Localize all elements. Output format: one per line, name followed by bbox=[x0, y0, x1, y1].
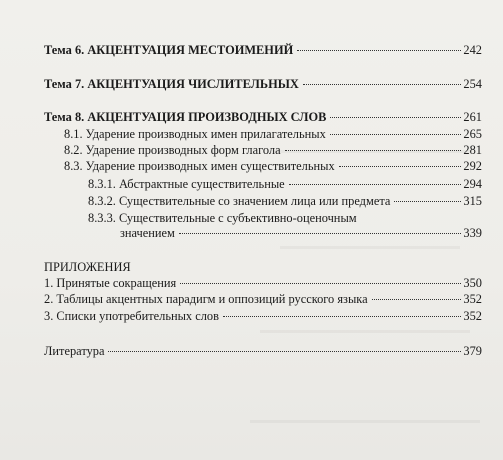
bleed-through-line bbox=[280, 246, 460, 249]
toc-leader-dots bbox=[297, 50, 461, 51]
toc-entry-title: 8.2. Ударение производных форм глагола bbox=[64, 143, 281, 157]
toc-entry-literature[interactable] bbox=[44, 344, 482, 359]
toc-entry-page: 339 bbox=[463, 226, 482, 240]
toc-entry-page: 292 bbox=[463, 159, 482, 173]
toc-entry-page: 254 bbox=[463, 77, 482, 91]
toc-leader-dots bbox=[179, 233, 462, 234]
toc-entry-8-3-1[interactable] bbox=[88, 177, 482, 192]
toc-entry-title: 8.3.2. Существительные со значением лица или предмета bbox=[88, 194, 391, 208]
toc-entry-topic8[interactable] bbox=[44, 110, 482, 125]
toc-entry-page: 315 bbox=[463, 194, 482, 208]
toc-entry-page: 352 bbox=[463, 292, 482, 306]
toc-entry-page: 261 bbox=[463, 110, 482, 124]
toc-entry-8-3-3-line1: 8.3.3. Существительные с субъективно-оценочным bbox=[88, 211, 357, 225]
toc-leader-dots bbox=[180, 283, 461, 284]
toc-entry-page: 294 bbox=[463, 177, 482, 191]
toc-entry-title: 3. Списки употребительных слов bbox=[44, 309, 219, 323]
toc-entry-topic7[interactable] bbox=[44, 77, 482, 92]
toc-entry-8-1[interactable] bbox=[64, 127, 482, 142]
toc-entry-8-3[interactable] bbox=[64, 159, 482, 174]
toc-entry-page: 352 bbox=[463, 309, 482, 323]
toc-entry-title: 2. Таблицы акцентных парадигм и оппозиций русского языка bbox=[44, 292, 368, 306]
toc-entry-appendix-2[interactable] bbox=[44, 292, 482, 307]
toc-entry-appendix-1[interactable] bbox=[44, 276, 482, 291]
toc-entry-title: 8.3.1. Абстрактные существительные bbox=[88, 177, 285, 191]
toc-entry-title: Тема 7. АКЦЕНТУАЦИЯ ЧИСЛИТЕЛЬНЫХ bbox=[44, 77, 299, 91]
toc-entry-title: значением bbox=[120, 226, 175, 240]
toc-leader-dots bbox=[372, 299, 462, 300]
toc-entry-title: Тема 8. АКЦЕНТУАЦИЯ ПРОИЗВОДНЫХ СЛОВ bbox=[44, 110, 327, 124]
toc-entry-title: 8.3. Ударение производных имен существительных bbox=[64, 159, 335, 173]
toc-leader-dots bbox=[330, 117, 461, 118]
toc-leader-dots bbox=[339, 166, 462, 167]
toc-entry-page: 379 bbox=[463, 344, 482, 358]
toc-entry-title: Литература bbox=[44, 344, 105, 358]
toc-leader-dots bbox=[330, 134, 462, 135]
toc-entry-title: 8.1. Ударение производных имен прилагательных bbox=[64, 127, 326, 141]
toc-leader-dots bbox=[285, 150, 462, 151]
toc-entry-title: Тема 6. АКЦЕНТУАЦИЯ МЕСТОИМЕНИЙ bbox=[44, 43, 294, 57]
appendix-heading: ПРИЛОЖЕНИЯ bbox=[44, 260, 131, 274]
bleed-through-line bbox=[250, 420, 480, 423]
toc-entry-title: 1. Принятые сокращения bbox=[44, 276, 177, 290]
toc-entry-8-2[interactable] bbox=[64, 143, 482, 158]
toc-leader-dots bbox=[289, 184, 462, 185]
toc-leader-dots bbox=[303, 84, 462, 85]
toc-entry-8-3-2[interactable] bbox=[88, 194, 482, 209]
toc-entry-topic6[interactable] bbox=[44, 43, 482, 58]
toc-entry-8-3-3[interactable] bbox=[120, 226, 482, 241]
toc-entry-page: 265 bbox=[463, 127, 482, 141]
toc-leader-dots bbox=[223, 316, 461, 317]
toc-entry-page: 281 bbox=[463, 143, 482, 157]
toc-leader-dots bbox=[108, 351, 461, 352]
toc-entry-appendix-3[interactable] bbox=[44, 309, 482, 324]
toc-entry-page: 350 bbox=[463, 276, 482, 290]
bleed-through-line bbox=[260, 330, 470, 333]
toc-leader-dots bbox=[394, 201, 461, 202]
toc-entry-page: 242 bbox=[463, 43, 482, 57]
